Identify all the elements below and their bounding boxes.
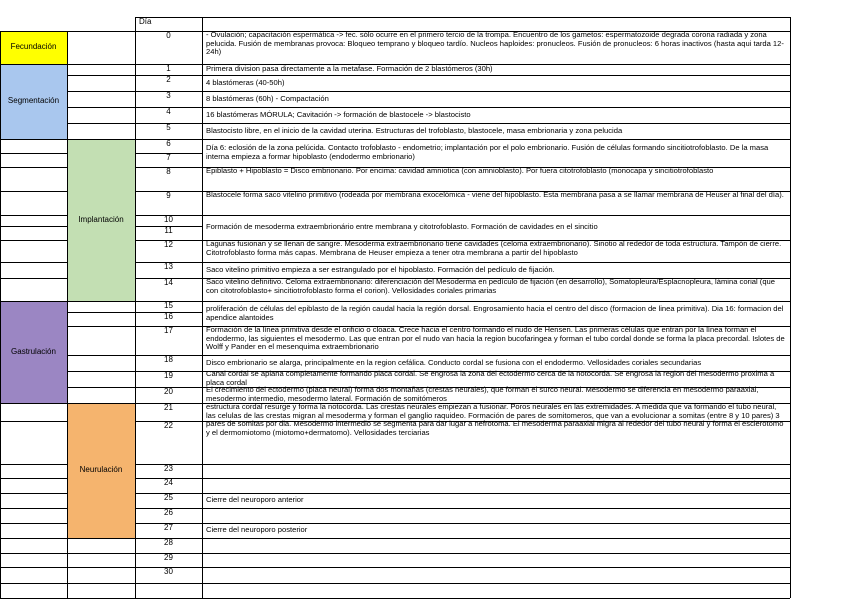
grid-line	[202, 493, 790, 494]
cell-text: 16 blastómeras MÓRULA; Cavitación -> formación de blastocele -> blastocisto	[206, 109, 471, 119]
day-cell	[135, 538, 202, 553]
day-cell	[135, 553, 202, 567]
cell-text: Lagunas fusionan y se llenan de sangre. Mesoderma extraembrionario tiene cavidades (celoma extraembrionario). Sinotio al rededor de toda estructura. Tampón de cierre. Citotrofoblasto forma más capas. Membrana de Heuser empieza a tener otra membrana a partir del hipoblasto	[206, 239, 782, 257]
day-cell	[135, 262, 202, 278]
day-cell	[135, 64, 202, 75]
grid-line	[202, 478, 790, 479]
grid-line	[202, 167, 790, 168]
grid-line	[202, 508, 790, 509]
cell-text: proliferación de células del epiblasto de la región caudal hacia la región dorsal. Engrosamiento hacia el centro del disco (formacion de linea primitiva). Dia 16: formacion del apendice alantoides	[206, 303, 784, 322]
day-cell	[135, 567, 202, 583]
description-cell	[202, 493, 790, 508]
day-cell	[135, 226, 202, 240]
day-cell	[135, 278, 202, 301]
phase-cell-4	[67, 403, 135, 538]
cell-text: Canal cordal se aplana completamente formando placa cordal. Se engrosa la zona del ectodermo cerca de la notocorda. Se engrosa la region del mesodermo proxima a placa cordal	[206, 369, 775, 387]
grid-line	[135, 583, 202, 584]
description-cell	[202, 402, 790, 437]
phase-cell-3	[0, 301, 67, 403]
cell-text: Implantación	[78, 214, 124, 224]
grid-line	[67, 403, 135, 404]
grid-line	[0, 139, 67, 140]
day-cell	[135, 326, 202, 355]
cell-text: Fecundación	[10, 42, 57, 52]
grid-line	[202, 371, 790, 372]
description-cell	[202, 567, 790, 583]
cell-text: 27	[164, 523, 173, 532]
grid-line	[67, 567, 135, 568]
description-cell	[202, 508, 790, 523]
cell-text: 2	[166, 75, 171, 84]
grid-line	[202, 464, 790, 465]
grid-line	[135, 478, 202, 479]
grid-line	[202, 421, 790, 422]
description-cell	[202, 523, 790, 538]
grid-line	[202, 191, 790, 192]
description-cell	[202, 278, 790, 301]
cell-text: Blastocisto libre, en el inicio de la cavidad uterina. Estructuras del trofoblasto, blastocele, masa embrionaria y zona pelucida	[206, 125, 623, 135]
day-cell	[135, 371, 202, 387]
phase-cell-1	[0, 64, 67, 139]
cell-text: 15	[164, 301, 173, 310]
grid-line	[0, 508, 67, 509]
grid-line	[67, 139, 135, 140]
grid-line	[0, 493, 67, 494]
cell-text: 13	[164, 262, 173, 271]
phase-cell-2	[67, 139, 135, 301]
cell-text: Formación de mesoderma extraembrionário entre membrana y citotrofoblasto. Formación de cavidades en el sincitio	[206, 222, 598, 232]
grid-line	[135, 523, 202, 524]
cell-text: Día 6: eclosión de la zona pelúcida. Contacto trofoblasto - endometrio; implantación por el polo embrionario. Fusión de células formando sincitiotrofoblasto. De la masa interna empieza a formar hipoblasto (endodermo embrionario)	[206, 143, 769, 161]
grid-line	[0, 153, 67, 154]
grid-line	[202, 91, 790, 92]
cell-text: 11	[164, 226, 173, 235]
grid-line	[202, 326, 790, 327]
description-cell	[202, 553, 790, 567]
grid-line	[67, 553, 135, 554]
grid-line	[0, 31, 790, 32]
cell-text: 16	[164, 312, 173, 321]
cell-text: 28	[164, 538, 173, 547]
header-day	[135, 17, 202, 31]
day-cell	[135, 508, 202, 523]
grid-line	[135, 91, 202, 92]
cell-text: Cierre del neuroporo posterior	[206, 525, 308, 535]
grid-line	[202, 64, 790, 65]
description-cell	[202, 123, 790, 139]
description-cell	[202, 421, 790, 464]
day-cell	[135, 153, 202, 167]
day-cell	[135, 478, 202, 493]
cell-text: 25	[164, 493, 173, 502]
day-cell	[135, 240, 202, 262]
phase-cell-0	[0, 31, 67, 64]
grid-line	[202, 240, 790, 241]
cell-text: 19	[164, 371, 173, 380]
day-cell	[135, 301, 202, 312]
grid-line	[0, 226, 67, 227]
grid-line	[135, 508, 202, 509]
grid-line	[202, 278, 790, 279]
grid-line	[0, 262, 67, 263]
grid-line	[67, 31, 68, 598]
grid-line	[135, 301, 202, 302]
day-cell	[135, 167, 202, 191]
grid-line	[202, 301, 790, 302]
grid-line	[0, 191, 67, 192]
day-cell	[135, 493, 202, 508]
cell-text: 9	[166, 191, 171, 200]
cell-text: 1	[166, 64, 171, 73]
grid-line	[67, 123, 135, 124]
cell-text: Epiblasto + Hipoblasto = Disco embrionario. Por encima: cavidad amniotica (con amnioblasto). Por fuera citotrofoblasto (monocapa y sincitiotrofoblasto	[206, 166, 714, 175]
day-cell	[135, 403, 202, 421]
day-cell	[135, 75, 202, 91]
cell-text: 4	[166, 107, 171, 116]
grid-line	[202, 17, 203, 598]
grid-line	[0, 523, 67, 524]
grid-line	[202, 215, 790, 216]
cell-text: 23	[164, 464, 173, 473]
grid-line	[0, 301, 67, 302]
description-cell	[202, 31, 790, 64]
grid-line	[135, 387, 202, 388]
cell-text: Segmentación	[7, 96, 60, 106]
grid-line	[135, 75, 202, 76]
grid-line	[135, 107, 202, 108]
grid-line	[202, 403, 790, 404]
description-cell	[202, 262, 790, 278]
grid-line	[0, 403, 67, 404]
description-cell	[202, 167, 790, 191]
day-cell	[135, 107, 202, 123]
grid-line	[135, 153, 202, 154]
grid-line	[202, 523, 790, 524]
grid-line	[202, 538, 790, 539]
grid-line	[0, 478, 67, 479]
cell-text: 6	[166, 139, 171, 148]
grid-line	[0, 240, 67, 241]
grid-line	[202, 75, 790, 76]
cell-text: 12	[164, 240, 173, 249]
grid-line	[135, 240, 202, 241]
cell-text: 10	[164, 215, 173, 224]
cell-text: 7	[166, 153, 171, 162]
day-cell	[135, 523, 202, 538]
cell-text: 5	[166, 123, 171, 132]
description-cell	[202, 75, 790, 91]
cell-text: 20	[164, 387, 173, 396]
description-cell	[202, 538, 790, 553]
description-cell	[202, 464, 790, 478]
grid-line	[135, 226, 202, 227]
grid-line	[0, 538, 67, 539]
grid-line	[67, 387, 135, 388]
grid-line	[135, 312, 202, 313]
grid-line	[67, 107, 135, 108]
day-cell	[135, 464, 202, 478]
grid-line	[0, 278, 67, 279]
description-cell	[202, 387, 790, 403]
grid-line	[67, 355, 135, 356]
grid-line	[0, 583, 67, 584]
cell-text: 26	[164, 508, 173, 517]
merged-description-cell	[202, 301, 790, 326]
grid-line	[202, 139, 790, 140]
cell-text: Saco vitelino primitivo empieza a ser estrangulado por el hipoblasto. Formación del pedículo de fijación.	[206, 264, 555, 274]
cell-text: Primera division pasa directamente a la metafase. Formación de 2 blastómeros (30h)	[206, 64, 493, 74]
grid-line	[67, 64, 135, 65]
cell-text: - Ovulación; capacitación espermática -> fec. sólo ocurre en el primero tercio de la trompa. Encuentro de los gametos: espermatozoide degrada corona radiada y zona pelucida. Fusión de membranas provoca: Bloqueo temprano y bloqueo tardío. Nucleos haploides: pronucleos. Fusión de pronucleos: 6 horas inactivos (hasta aqui tarda 12-24h)	[206, 30, 784, 57]
grid-line	[67, 538, 135, 539]
cell-text: Gastrulación	[11, 346, 56, 356]
day-cell	[135, 139, 202, 153]
grid-line	[67, 312, 135, 313]
grid-line	[202, 583, 790, 584]
grid-line	[135, 403, 202, 404]
cell-text: Saco vitelino definitivo. Celoma extraembrionario: diferenciación del Mesoderma en pedículo de fijación (en desarrollo), Somatopleura/Esplacnopleura, lámina corial (que con citotrofoblasto+ sincitiotrofoblasto forma el corion). Vellosidades coriales primarias	[206, 277, 775, 295]
description-cell	[202, 91, 790, 107]
grid-line	[202, 123, 790, 124]
grid-line	[135, 215, 202, 216]
cell-text: Formación de la línea primitiva desde el orificio o cloaca. Crece hacia el centro formando el nudo de Hensen. Las primeras células que entran por la línea forman el endodermo, las siguientes el mesodermo. Las que entran por el nudo van hacia la region bucofaringea y forman el tubo cordal donde se forma la placa precordal. Islotes de Wolff y Pander en el mesenquima extraembrionario	[206, 325, 785, 352]
cell-text: 24	[164, 478, 173, 487]
description-cell	[202, 191, 790, 215]
cell-text: 21	[164, 403, 173, 412]
grid-line	[67, 326, 135, 327]
grid-line	[135, 355, 202, 356]
grid-line	[135, 371, 202, 372]
cell-text: 8	[166, 167, 171, 176]
grid-line	[0, 31, 1, 598]
day-cell	[135, 421, 202, 464]
cell-text: Día	[139, 17, 152, 26]
cell-text: Blastocele forma saco vitelino primitivo (rodeada por membrana exocelómica - viene del hipoblasto. Esta membrana pasa a se llamar membrana de Heuser al final del día).	[206, 190, 784, 199]
grid-line	[0, 215, 67, 216]
grid-line	[0, 464, 67, 465]
grid-line	[135, 421, 202, 422]
cell-text: 29	[164, 553, 173, 562]
cell-text: 4 blastómeras (40-50h)	[206, 77, 285, 87]
cell-text: 0	[166, 31, 171, 40]
grid-line	[135, 139, 202, 140]
cell-text: 30	[164, 567, 173, 576]
day-cell	[135, 312, 202, 326]
cell-text: Cierre del neuroporo anterior	[206, 495, 304, 505]
grid-line	[67, 75, 135, 76]
day-cell	[135, 123, 202, 139]
cell-text: 18	[164, 355, 173, 364]
grid-line	[0, 567, 67, 568]
description-cell	[202, 64, 790, 75]
cell-text: 22	[164, 421, 173, 430]
day-cell	[135, 215, 202, 226]
cell-text: 17	[164, 326, 173, 335]
grid-line	[135, 553, 202, 554]
day-cell	[135, 387, 202, 403]
cell-text: 8 blastómeras (60h) - Compactación	[206, 93, 329, 103]
day-cell	[135, 355, 202, 371]
grid-line	[135, 326, 202, 327]
grid-line	[202, 355, 790, 356]
grid-line	[0, 64, 67, 65]
grid-line	[202, 107, 790, 108]
grid-line	[135, 17, 136, 598]
cell-text: estructura cordal resurge y forma la notocorda. Las crestas neurales empiezan a fusionar. Poros neurales en las extremidades. A medida que va formando el tubo neural, las celulas de las crestas migran al mesoderma y forman el ganglio raquideo. Formación de pares de somitomeros, que van a evolucionar a somitas (entre 8 y 10 pares) 3 pares de somitas por dia. Mesodermo intermedio se segmenta para dar lugar a nefrotoma. El mesoderma paraaxial migra al rededor del tubo neural y forma el esclerotomo y el dermomiotomo (miotomo+dermatomo). Vellosidades terciarias	[206, 402, 784, 437]
grid-line	[135, 464, 202, 465]
grid-line	[202, 567, 790, 568]
day-cell	[135, 191, 202, 215]
grid-line	[135, 123, 202, 124]
grid-line	[135, 567, 202, 568]
merged-description-cell	[202, 139, 790, 167]
description-cell	[202, 326, 790, 355]
cell-text: Neurulación	[79, 465, 123, 475]
grid-line	[135, 64, 202, 65]
grid-line	[0, 167, 67, 168]
merged-description-cell	[202, 215, 790, 240]
grid-line	[67, 583, 135, 584]
day-cell	[135, 31, 202, 64]
description-cell	[202, 478, 790, 493]
description-cell	[202, 107, 790, 123]
grid-line	[67, 301, 135, 302]
grid-line	[67, 371, 135, 372]
grid-line	[135, 538, 202, 539]
grid-line	[135, 278, 202, 279]
cell-text: 14	[164, 278, 173, 287]
grid-line	[67, 91, 135, 92]
grid-line	[202, 553, 790, 554]
cell-text: Disco embrionario se alarga, principalmente en la region cefálica. Conducto cordal se fusiona con el endodermo. Vellosidades coriales secundarias	[206, 357, 702, 367]
grid-line	[135, 262, 202, 263]
grid-line	[135, 191, 202, 192]
grid-line	[135, 493, 202, 494]
grid-line	[0, 421, 67, 422]
grid-line	[135, 167, 202, 168]
grid-line	[202, 387, 790, 388]
grid-line	[790, 17, 791, 598]
grid-line	[202, 262, 790, 263]
description-cell	[202, 240, 790, 262]
grid-line	[135, 17, 790, 18]
grid-line	[0, 553, 67, 554]
cell-text: 3	[166, 91, 171, 100]
day-cell	[135, 91, 202, 107]
cell-text: El crecimiento del ectodermo (placa neural) forma dos montañas (crestas neurales), que forman el surco neural. Mesodermo se diferencia en mesodermo paraaxial, mesodermo intermedio, mesodermo lateral. Formación de somitómeros	[206, 385, 759, 403]
